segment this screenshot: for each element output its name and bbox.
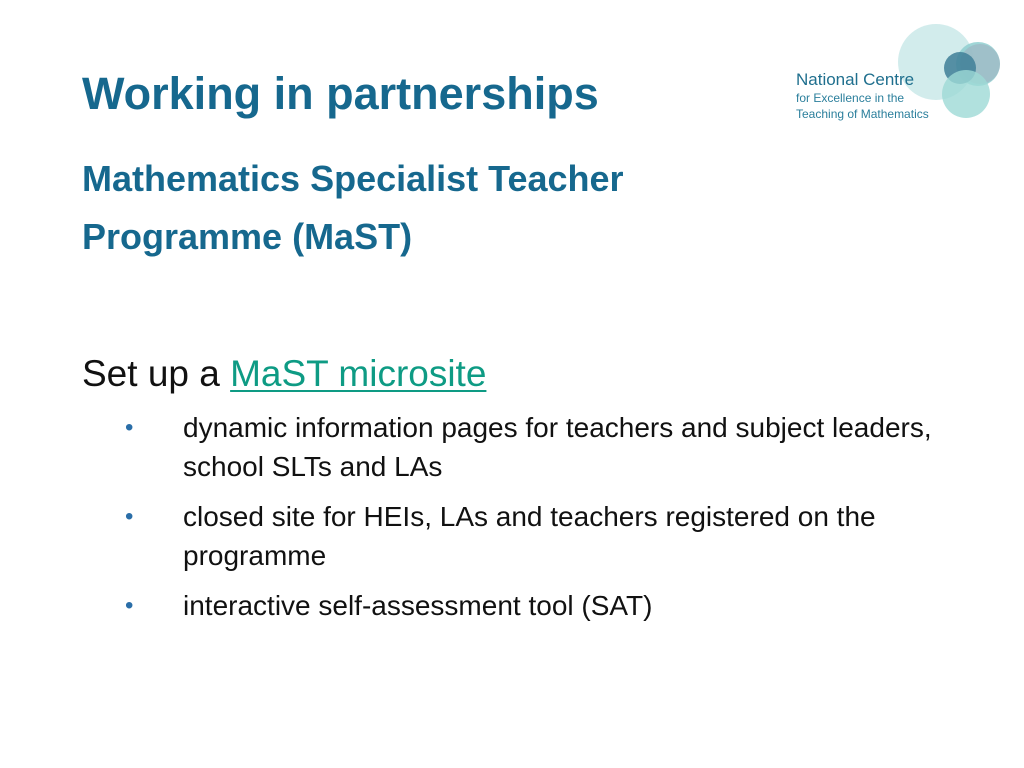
setup-statement — [82, 348, 486, 400]
subtitle-line-1: Mathematics Specialist Teacher — [82, 158, 624, 199]
bullet-dot-icon: • — [125, 592, 134, 619]
bullet-text: dynamic information pages for teachers and subject leaders, school SLTs and LAs — [183, 412, 932, 482]
logo-line-2: for Excellence in the — [796, 91, 905, 105]
subtitle-line-2: Programme (MaST) — [82, 216, 413, 257]
mast-microsite-link[interactable]: MaST microsite — [230, 353, 487, 394]
setup-prefix: Set up a — [82, 353, 231, 394]
bullet-dot-icon: • — [125, 503, 134, 530]
bullet-dot-icon: • — [125, 414, 134, 441]
slide-subtitle — [82, 150, 802, 266]
bullet-item — [120, 408, 1000, 486]
logo-line-1: National Centre — [796, 70, 915, 89]
bullet-text: interactive self-assessment tool (SAT) — [183, 590, 653, 621]
ncetm-logo — [790, 20, 1010, 130]
bullet-text: closed site for HEIs, LAs and teachers registered on the programme — [183, 501, 876, 571]
logo-line-3: Teaching of Mathematics — [796, 107, 929, 121]
bullet-item — [120, 586, 1000, 625]
bullet-item — [120, 497, 1000, 575]
slide-title: Working in partnerships — [82, 68, 599, 119]
ncetm-logo-text — [796, 70, 929, 122]
bullet-list — [120, 408, 1000, 636]
